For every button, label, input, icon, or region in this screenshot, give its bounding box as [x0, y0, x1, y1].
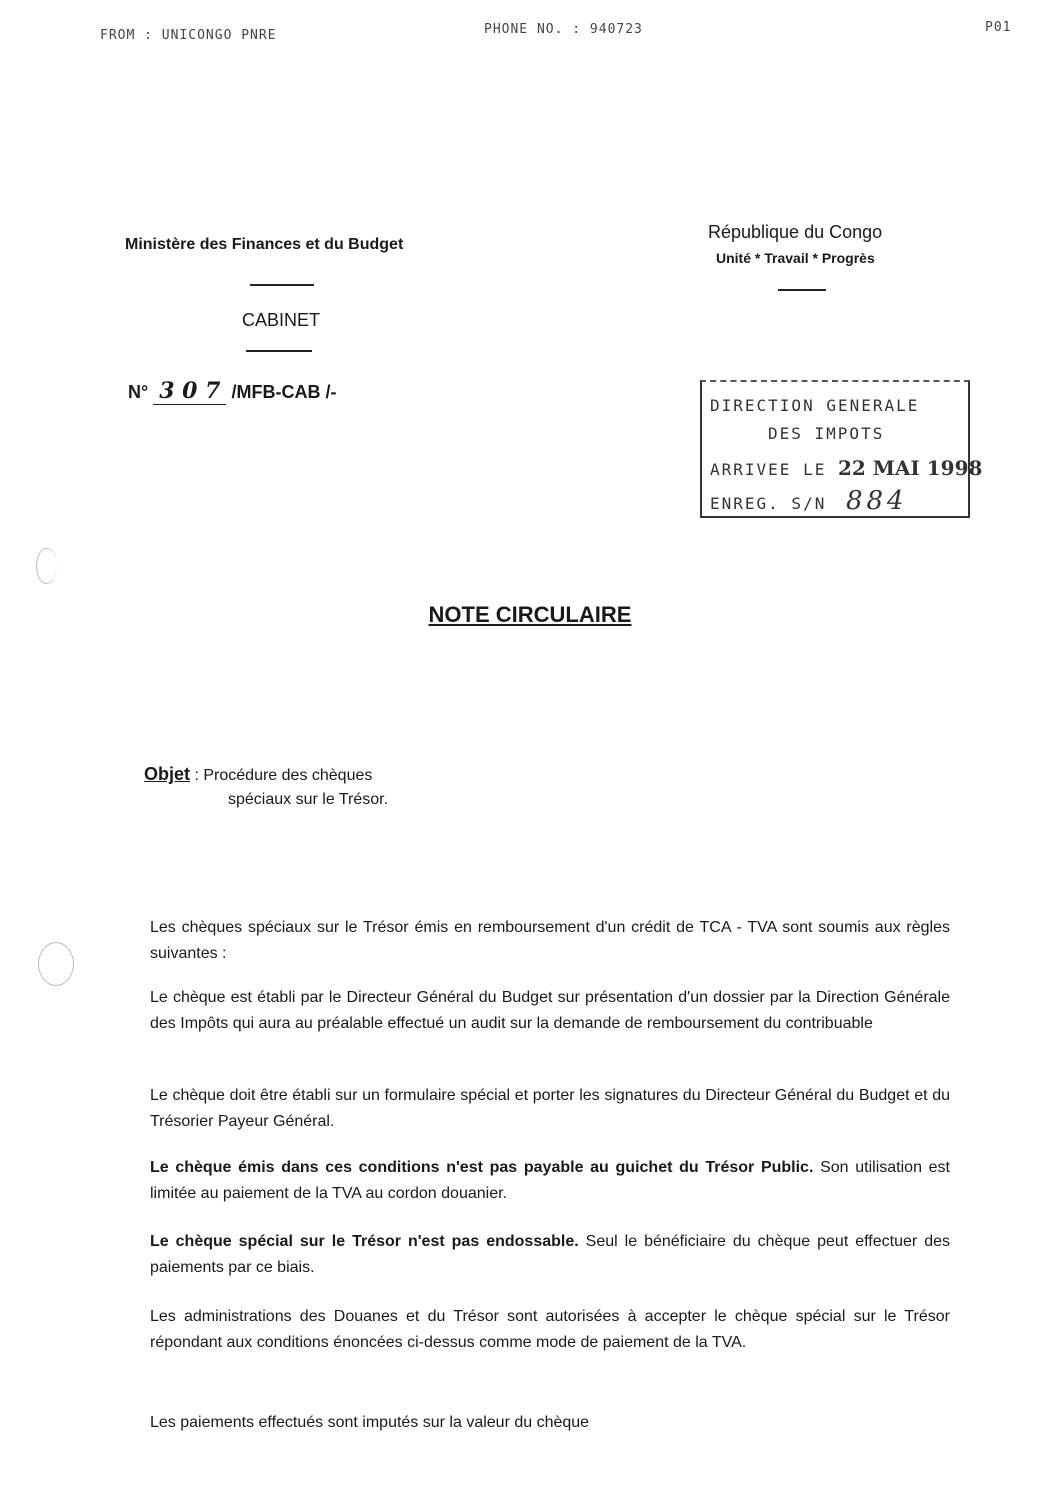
document-title: NOTE CIRCULAIRE [428, 602, 632, 627]
objet-block [144, 762, 388, 812]
fax-page: P01 [985, 20, 1012, 35]
stamp-arrival-label: ARRIVEE LE [710, 460, 827, 479]
paragraph-7: Les paiements effectués sont imputés sur la valeur du chèque [150, 1414, 590, 1431]
cabinet-label: CABINET [242, 310, 321, 330]
number-prefix: N° [128, 382, 149, 402]
paragraph-5-rest: Seul le bénéficiaire du chèque peut effectuer des paiements par ce biais. [150, 1233, 950, 1276]
reference-number [128, 378, 336, 404]
stamp-register-label: ENREG. S/N [710, 494, 827, 513]
republic-name: République du Congo [708, 222, 883, 242]
stamp-line-4 [710, 486, 938, 516]
stamp-arrival-date: 22 MAI 1998 [837, 456, 983, 480]
stamp-line-1: DIRECTION GENERALE [710, 396, 920, 415]
paragraph-1: Les chèques spéciaux sur le Trésor émis en remboursement d'un crédit de TCA - TVA sont soumis aux règles suivantes : [150, 919, 950, 962]
divider [246, 350, 312, 352]
paragraph-5-bold: Le chèque spécial sur le Trésor n'est pas endossable. [150, 1233, 579, 1250]
paragraph-2: Le chèque est établi par le Directeur Général du Budget sur présentation d'un dossier par la Direction Générale des Impôts qui aura au préalable effectué un audit sur la demande de remboursement du contribuable [150, 989, 950, 1032]
divider [778, 289, 826, 291]
punch-hole-mark [36, 548, 57, 584]
divider [250, 284, 314, 286]
fax-from: FROM : UNICONGO PNRE [100, 28, 277, 43]
stamp-register-number: 884 [838, 486, 938, 518]
paragraph-3: Le chèque doit être établi sur un formulaire spécial et porter les signatures du Directeur Général du Budget et du Trésorier Payeur Général. [150, 1087, 950, 1130]
paragraph-4-bold: Le chèque émis dans ces conditions n'est pas payable au guichet du Trésor Public. [150, 1159, 814, 1176]
stamp-line-3 [710, 456, 982, 480]
fax-phone: PHONE NO. : 940723 [484, 22, 643, 37]
republic-motto: Unité * Travail * Progrès [716, 250, 875, 266]
punch-hole-mark [38, 942, 74, 986]
number-value: 3 0 7 [153, 378, 226, 405]
objet-line-2: spéciaux sur le Trésor. [228, 791, 389, 808]
stamp-line-2: DES IMPOTS [768, 424, 885, 443]
paragraph-4-rest: Son utilisation est limitée au paiement de la TVA au cordon douanier. [150, 1159, 950, 1202]
reception-stamp [700, 380, 983, 518]
ministry-name: Ministère des Finances et du Budget [125, 236, 404, 253]
paragraph-6: Les administrations des Douanes et du Trésor sont autorisées à accepter le chèque spécial sur le Trésor répondant aux conditions énoncées ci-dessus comme mode de paiement de la TVA. [150, 1308, 950, 1351]
objet-line-1: Procédure des chèques [203, 767, 373, 784]
paragraph-4 [150, 1155, 950, 1207]
number-suffix: /MFB-CAB /- [231, 382, 337, 402]
objet-label: Objet [144, 764, 191, 784]
objet-separator: : [194, 767, 199, 784]
paragraph-5 [150, 1229, 950, 1281]
